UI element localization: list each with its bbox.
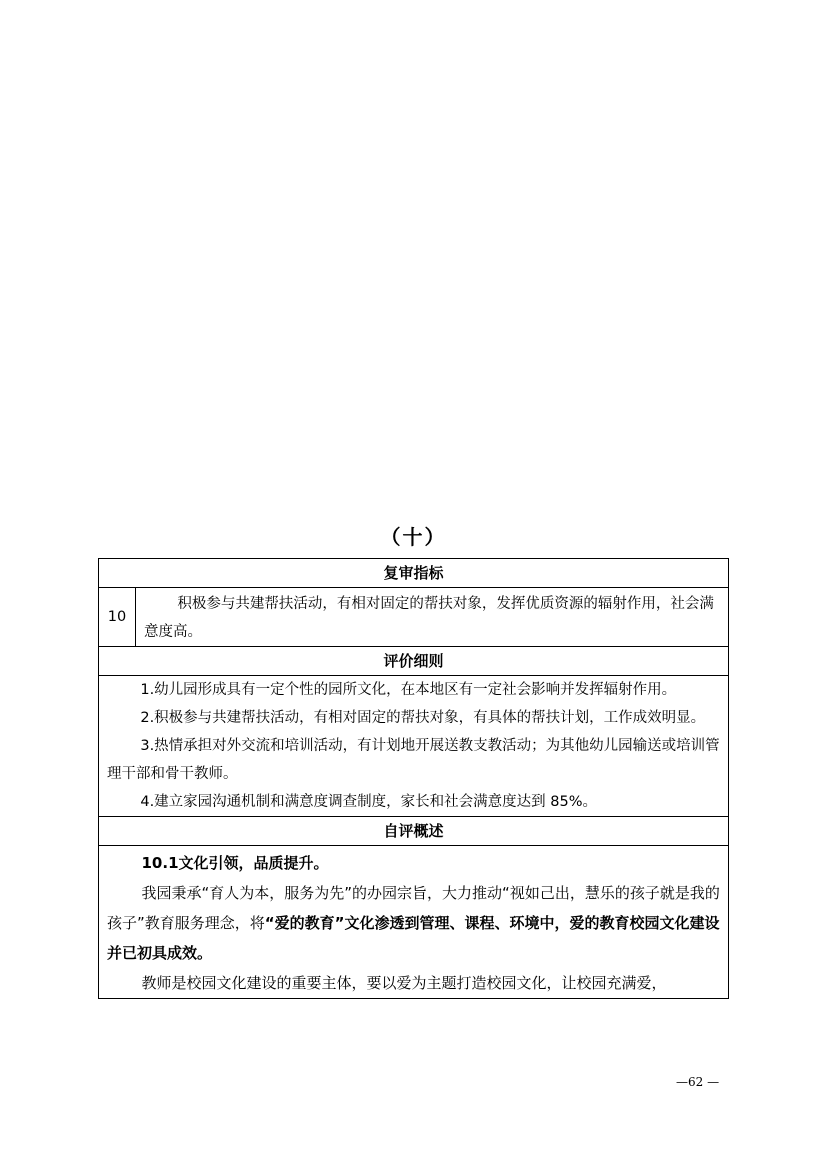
self-eval-paragraph: 教师是校园文化建设的重要主体，要以爱为主题打造校园文化，让校园充满爱， [141, 974, 667, 992]
header-review-indicator: 复审指标 [99, 559, 729, 588]
section-title: （十） [380, 525, 447, 549]
header-self-evaluation: 自评概述 [99, 817, 729, 846]
detail-item: 3.热情承担对外交流和培训活动，有计划地开展送教支教活动；为其他幼儿园输送或培训管理干部和骨干教师。 [107, 738, 720, 782]
self-eval-heading: 10.1文化引领，品质提升。 [141, 854, 329, 872]
self-evaluation-cell [99, 846, 729, 999]
self-eval-paragraph [99, 878, 728, 968]
header-evaluation-details: 评价细则 [99, 647, 729, 676]
indicator-text: 积极参与共建帮扶活动，有相对固定的帮扶对象，发挥优质资源的辐射作用，社会满意度高。 [136, 588, 729, 647]
detail-item: 2.积极参与共建帮扶活动，有相对固定的帮扶对象，有具体的帮扶计划，工作成效明显。 [140, 710, 706, 726]
details-cell [99, 676, 729, 817]
review-table [98, 558, 729, 999]
detail-item: 4.建立家园沟通机制和满意度调查制度，家长和社会满意度达到 85%。 [140, 794, 598, 810]
self-eval-p1-normal: 我园秉承“育人为本，服务为先”的办园宗旨，大力推动“视如己出，慧乐的孩子就是我的孩子”教育服务理念，将 [107, 884, 720, 932]
item-number: 10 [99, 588, 136, 647]
page-number: —62 — [676, 1075, 720, 1089]
self-eval-p1-bold: “爱的教育”文化渗透到管理、课程、环境中，爱的教育校园文化建设并已初具成效。 [107, 914, 720, 962]
detail-item: 1.幼儿园形成具有一定个性的园所文化，在本地区有一定社会影响并发挥辐射作用。 [140, 682, 677, 698]
